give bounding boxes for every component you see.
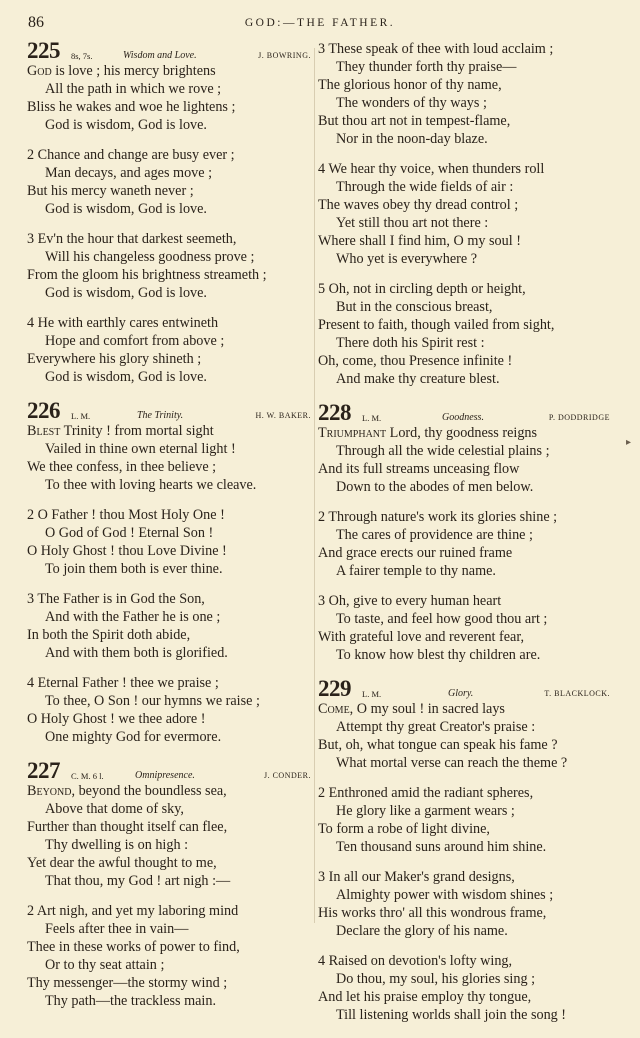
hymn-body [318,40,610,388]
verse-line: He glory like a garment wears ; [336,803,515,819]
verse-line: Thy path—the trackless main. [45,993,216,1009]
column-divider [314,48,315,923]
verse-line: Will his changeless goodness prove ; [45,249,255,265]
verse-line: Triumphant Lord, thy goodness reigns [318,425,538,441]
verse-line: And its full streams unceasing flow [318,461,520,477]
verse-line: Present to faith, though vailed from sight, [318,317,555,333]
verse-line: All the path in which we rove ; [45,81,222,97]
stanza [27,506,311,578]
stanza [27,782,311,890]
stanza [318,700,610,772]
hymn-heading [27,40,311,62]
hymn-body [318,424,610,664]
verse-line: And make thy creature blest. [336,371,500,387]
stanza [27,674,311,746]
stanza [318,280,610,388]
verse-line: 3 Ev'n the hour that darkest seemeth, [27,231,237,247]
hymn-title: The Trinity. [137,410,184,421]
verse-line: Oh, come, thou Presence infinite ! [318,353,513,369]
verse-line: Who yet is everywhere ? [336,251,478,267]
verse-line: Thy dwelling is on high : [45,837,189,853]
verse-line: Or to thy seat attain ; [45,957,165,973]
verse-line: And with them both is glorified. [45,645,228,661]
verse-line: Vailed in thine own eternal light ! [45,441,236,457]
stanza [27,314,311,386]
verse-line: To thee, O Son ! our hymns we raise ; [45,693,260,709]
verse-line: Yet dear the awful thought to me, [27,855,217,871]
verse-line: Thy messenger—the stormy wind ; [27,975,228,991]
verse-line: 4 Raised on devotion's lofty wing, [318,953,513,969]
verse-line: Hope and comfort from above ; [45,333,225,349]
verse-line: 4 Eternal Father ! thee we praise ; [27,675,219,691]
verse-line: The wonders of thy ways ; [336,95,487,111]
verse-line: 3 Oh, give to every human heart [318,593,502,609]
verse-line: Above that dome of sky, [45,801,184,817]
hymn-title: Omnipresence. [135,770,195,781]
verse-line: They thunder forth thy praise— [336,59,517,75]
verse-line: But thou art not in tempest-flame, [318,113,511,129]
hymn-heading [27,760,311,782]
verse-line: Almighty power with wisdom shines ; [336,887,554,903]
verse-line: 3 In all our Maker's grand designs, [318,869,515,885]
verse-line: 2 Chance and change are busy ever ; [27,147,235,163]
hymn-title: Wisdom and Love. [123,50,197,61]
hymn-heading [318,402,610,424]
hymn-225 [27,40,311,386]
verse-line: But, oh, what tongue can speak his fame ? [318,737,558,753]
hymn-author: T. BLACKLOCK. [544,689,610,698]
stanza [27,62,311,134]
verse-line: Further than thought itself can flee, [27,819,228,835]
hymn-meter: L. M. [362,413,382,423]
verse-line: Declare the glory of his name. [336,923,508,939]
hymn-title: Glory. [448,688,474,699]
verse-line: 3 The Father is in God the Son, [27,591,205,607]
verse-line: But his mercy waneth never ; [27,183,194,199]
hymn-number: 226 [27,398,60,423]
verse-line: Bliss he wakes and woe he lightens ; [27,99,236,115]
hymn-number: 228 [318,400,351,425]
stanza [318,952,610,1024]
verse-line: Man decays, and ages move ; [45,165,213,181]
verse-line: 4 He with earthly cares entwineth [27,315,219,331]
verse-line: Come, O my soul ! in sacred lays [318,701,505,717]
right-column [318,40,610,1038]
verse-line: But in the conscious breast, [336,299,493,315]
verse-line: To form a robe of light divine, [318,821,490,837]
verse-line: O Holy Ghost ! thou Love Divine ! [27,543,227,559]
hymn-body [27,62,311,386]
stanza [318,508,610,580]
hymn-author: P. DODDRIDGE [548,413,610,422]
hymn-227 [27,760,311,1010]
verse-line: 2 Enthroned amid the radiant spheres, [318,785,534,801]
stanza [27,146,311,218]
hymn-226 [27,400,311,746]
hymn-meter: L. M. [362,689,382,699]
verse-line: Ten thousand suns around him shine. [336,839,547,855]
verse-line: God is wisdom, God is love. [45,369,207,385]
verse-line: 5 Oh, not in circling depth or height, [318,281,526,297]
verse-line: O Holy Ghost ! we thee adore ! [27,711,206,727]
hymn-body [27,422,311,746]
page-header [24,14,616,36]
stanza [318,160,610,268]
verse-line: And with the Father he is one ; [45,609,221,625]
verse-line: The cares of providence are thine ; [336,527,533,543]
hymn-meter: C. M. 6 l. [71,771,104,781]
verse-line: Everywhere his glory shineth ; [27,351,202,367]
hymn-225-continued [318,40,610,388]
verse-line: The glorious honor of thy name, [318,77,502,93]
verse-line: What mortal verse can reach the theme ? [336,755,568,771]
verse-line: From the gloom his brightness streameth ; [27,267,267,283]
verse-line: Where shall I find him, O my soul ! [318,233,521,249]
verse-line: Through the wide fields of air : [336,179,514,195]
verse-line: There doth his Spirit rest : [336,335,485,351]
verse-line: A fairer temple to thy name. [336,563,496,579]
hymn-heading [318,678,610,700]
margin-mark-icon: ▸ [626,437,632,448]
verse-line: Through all the wide celestial plains ; [336,443,550,459]
verse-line: Do thou, my soul, his glories sing ; [336,971,536,987]
verse-line: Feels after thee in vain— [45,921,189,937]
verse-line: Thee in these works of power to find, [27,939,240,955]
verse-line: In both the Spirit doth abide, [27,627,191,643]
stanza [318,40,610,148]
stanza [27,590,311,662]
hymn-body [318,700,610,1024]
hymn-meter: 8s, 7s. [71,51,93,61]
verse-line: With grateful love and reverent fear, [318,629,525,645]
stanza [318,424,610,496]
verse-line: Yet still thou art not there : [336,215,489,231]
hymn-author: J. BOWRING. [258,51,311,60]
verse-line: Till listening worlds shall join the song ! [336,1007,567,1023]
verse-line: Beyond, beyond the boundless sea, [27,783,227,799]
verse-line: We thee confess, in thee believe ; [27,459,217,475]
hymn-author: J. CONDER. [263,771,311,780]
verse-line: God is wisdom, God is love. [45,285,207,301]
stanza [318,784,610,856]
hymn-heading [27,400,311,422]
verse-line: That thou, my God ! art nigh :— [45,873,231,889]
verse-line: To know how blest thy children are. [336,647,541,663]
verse-line: Attempt thy great Creator's praise : [336,719,536,735]
verse-line: 2 Art nigh, and yet my laboring mind [27,903,239,919]
verse-line: 2 Through nature's work its glories shine ; [318,509,558,525]
stanza [27,230,311,302]
verse-line: God is wisdom, God is love. [45,117,207,133]
hymn-title: Goodness. [442,412,484,423]
verse-line: Down to the abodes of men below. [336,479,534,495]
verse-line: To join them both is ever thine. [45,561,223,577]
verse-line: The waves obey thy dread control ; [318,197,519,213]
hymn-number: 227 [27,758,60,783]
verse-line: And let his praise employ thy tongue, [318,989,532,1005]
verse-line: God is love ; his mercy brightens [27,63,216,79]
hymn-228 [318,402,610,664]
stanza [27,902,311,1010]
hymn-number: 225 [27,38,60,63]
verse-line: Blest Trinity ! from mortal sight [27,423,214,439]
hymn-author: H. W. BAKER. [255,411,311,420]
verse-line: 2 O Father ! thou Most Holy One ! [27,507,225,523]
stanza [318,868,610,940]
hymn-229 [318,678,610,1024]
hymn-number: 229 [318,676,351,701]
left-column [27,40,311,1024]
verse-line: 4 We hear thy voice, when thunders roll [318,161,545,177]
verse-line: To thee with loving hearts we cleave. [45,477,257,493]
page-number: 86 [28,14,44,31]
verse-line: O God of God ! Eternal Son ! [45,525,214,541]
verse-line: And grace erects our ruined frame [318,545,513,561]
stanza [318,592,610,664]
hymn-body [27,782,311,1010]
stanza [27,422,311,494]
verse-line: His works thro' all this wondrous frame, [318,905,547,921]
verse-line: To taste, and feel how good thou art ; [336,611,548,627]
verse-line: 3 These speak of thee with loud acclaim ; [318,41,554,57]
verse-line: God is wisdom, God is love. [45,201,207,217]
hymn-meter: L. M. [71,411,91,421]
verse-line: Nor in the noon-day blaze. [336,131,488,147]
running-title: GOD:—THE FATHER. [244,17,396,29]
verse-line: One mighty God for evermore. [45,729,222,745]
